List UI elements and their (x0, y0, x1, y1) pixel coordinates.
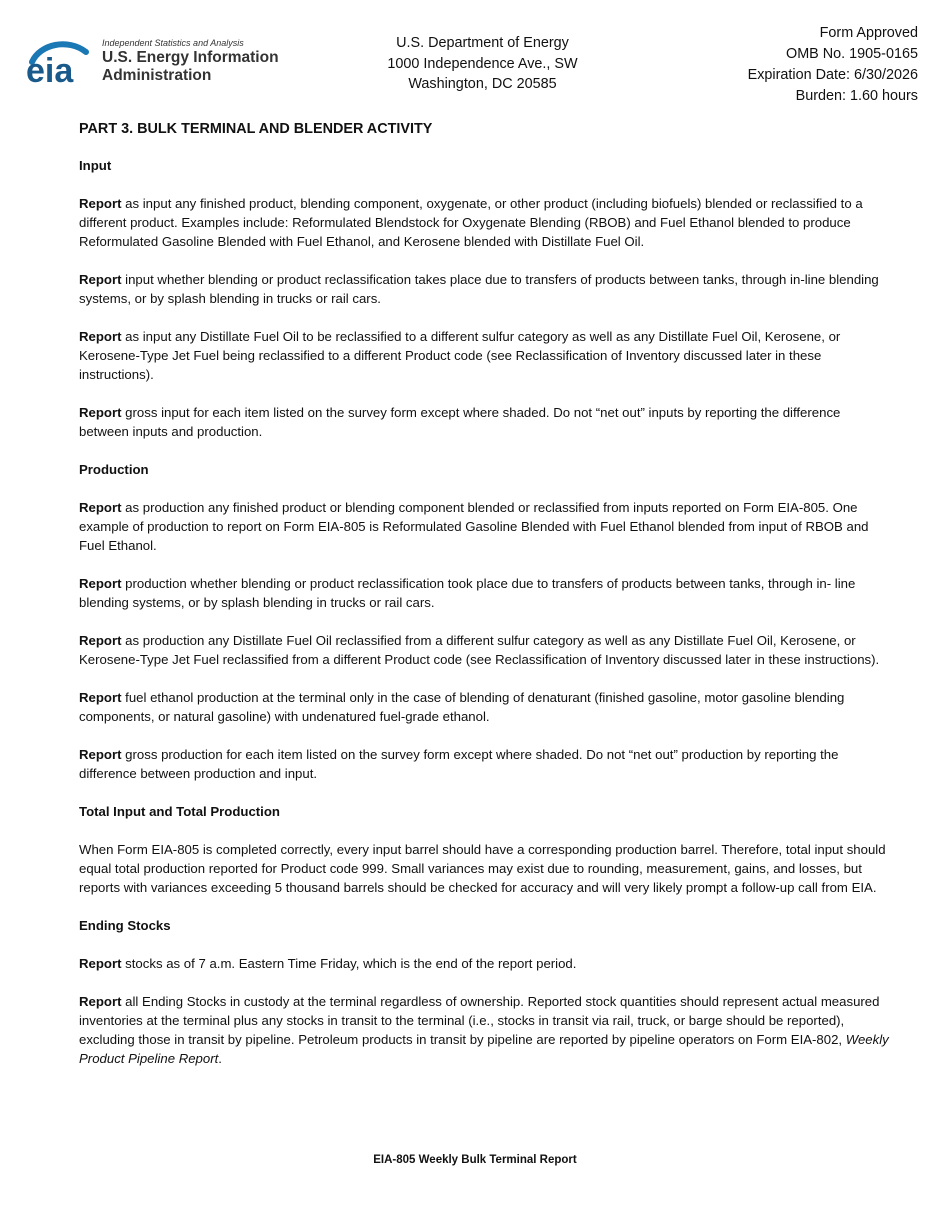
paragraph (79, 688, 891, 726)
form-approval-block (748, 23, 918, 107)
document-body (79, 119, 891, 1087)
paragraph: When Form EIA-805 is completed correctly, every input barrel should have a corresponding production barrel. Therefore, total input should equal total production reported for Product code 999. Small variances may exist due to rounding, measurement, gains, and losses, but reports with variances exceeding 5 thousand barrels should be checked for accuracy and will very likely prompt a follow-up call from EIA. (79, 842, 886, 895)
paragraph-text: gross input for each item listed on the survey form except where shaded. Do not “net out” inputs by reporting the difference between inputs and production. (79, 405, 841, 439)
logo-tagline: Independent Statistics and Analysis (102, 38, 244, 48)
section-heading-totals: Total Input and Total Production (79, 804, 280, 819)
paragraph (79, 745, 891, 783)
approval-line1: Form Approved (819, 25, 918, 41)
paragraph (79, 954, 891, 973)
paragraph-lead: Report (79, 576, 122, 591)
paragraph-lead: Report (79, 329, 122, 344)
paragraph-lead: Report (79, 500, 122, 515)
paragraph-lead: Report (79, 633, 122, 648)
paragraph (79, 498, 891, 555)
paragraph (79, 631, 891, 669)
paragraph-lead: Report (79, 196, 122, 211)
paragraph-text: gross production for each item listed on the survey form except where shaded. Do not “net out” production by reporting the difference between production and input. (79, 747, 839, 781)
agency-line3: Washington, DC 20585 (408, 76, 557, 92)
agency-address (360, 33, 605, 95)
paragraph-text: input whether blending or product reclassification takes place due to transfers of products between tanks, through in-line blending systems, or by splash blending in trucks or rail cars. (79, 272, 879, 306)
paragraph-lead: Report (79, 690, 122, 705)
paragraph (79, 574, 891, 612)
page-title: PART 3. BULK TERMINAL AND BLENDER ACTIVITY (79, 121, 433, 137)
paragraph-text: as input any Distillate Fuel Oil to be reclassified to a different sulfur category as well as any Distillate Fuel Oil, Kerosene, or Kerosene-Type Jet Fuel being reclassified to a different Product code (see Reclassification of Inventory discussed later in these instructions). (79, 329, 841, 382)
paragraph-text: fuel ethanol production at the terminal only in the case of blending of denaturant (finished gasoline, motor gasoline blending components, or natural gasoline) with undenatured fuel-grade ethanol. (79, 690, 845, 724)
paragraph-text: production whether blending or product reclassification took place due to transfers of products between tanks, through in- line blending systems, or by splash blending in trucks or rail cars. (79, 576, 856, 610)
agency-line2: 1000 Independence Ave., SW (387, 55, 578, 72)
logo-wordmark (102, 38, 279, 85)
approval-line4: Burden: 1.60 hours (795, 88, 918, 104)
paragraph-lead: Report (79, 405, 122, 420)
paragraph-lead: Report (79, 747, 122, 762)
paragraph (79, 327, 891, 384)
paragraph-text: as input any finished product, blending component, oxygenate, or other product (including biofuels) blended or reclassified to a different product. Examples include: Reformulated Blendstock for Oxygenate Blending (RBOB) and Fuel Ethanol blended to produce Reformulated Gasoline Blended with Fuel Ethanol, and Kerosene blended with Distillate Fuel Oil. (79, 196, 863, 249)
section-heading-ending-stocks: Ending Stocks (79, 918, 171, 933)
paragraph-text: as production any Distillate Fuel Oil reclassified from a different sulfur category as well as any Distillate Fuel Oil, Kerosene, or Kerosene-Type Jet Fuel reclassified from a different Product code (see Reclassification of Inventory discussed later in these instructions). (79, 633, 880, 667)
page-footer: EIA-805 Weekly Bulk Terminal Report (373, 1154, 577, 1166)
logo-name-line1: U.S. Energy Information (102, 49, 279, 66)
paragraph-text: all Ending Stocks in custody at the terminal regardless of ownership. Reported stock quantities should represent actual measured inventories at the terminal plus any stocks in transit to the terminal (i.e., stocks in transit via rail, truck, or barge should be reported), excluding those in transit by pipeline. Petroleum products in transit by pipeline are reported by pipeline operators on Form EIA-802, (79, 994, 880, 1047)
section-heading-input: Input (79, 158, 112, 173)
eia-logo-mark-icon (24, 36, 94, 88)
logo-name-line2: Administration (102, 67, 212, 84)
eia-logo (24, 36, 294, 88)
approval-line3: Expiration Date: 6/30/2026 (747, 67, 918, 83)
logo-mark-text: eia (26, 52, 74, 88)
paragraph-lead: Report (79, 994, 122, 1009)
paragraph (79, 270, 891, 308)
agency-line1: U.S. Department of Energy (396, 35, 569, 51)
report-title-italic: Weekly Product Pipeline Report (79, 1032, 889, 1066)
paragraph-lead: Report (79, 956, 122, 971)
paragraph (79, 992, 891, 1068)
section-heading-production: Production (79, 462, 149, 477)
paragraph (79, 403, 891, 441)
approval-line2: OMB No. 1905-0165 (786, 46, 918, 62)
paragraph (79, 194, 891, 251)
paragraph-text: as production any finished product or blending component blended or reclassified from inputs reported on Form EIA-805. One example of production to report on Form EIA-805 is Reformulated Gasoline Blended with Fuel Ethanol blended from input of RBOB and Fuel Ethanol. (79, 500, 869, 553)
paragraph-text: stocks as of 7 a.m. Eastern Time Friday, which is the end of the report period. (121, 956, 577, 971)
paragraph-lead: Report (79, 272, 122, 287)
paragraph-tail: . (218, 1051, 222, 1066)
